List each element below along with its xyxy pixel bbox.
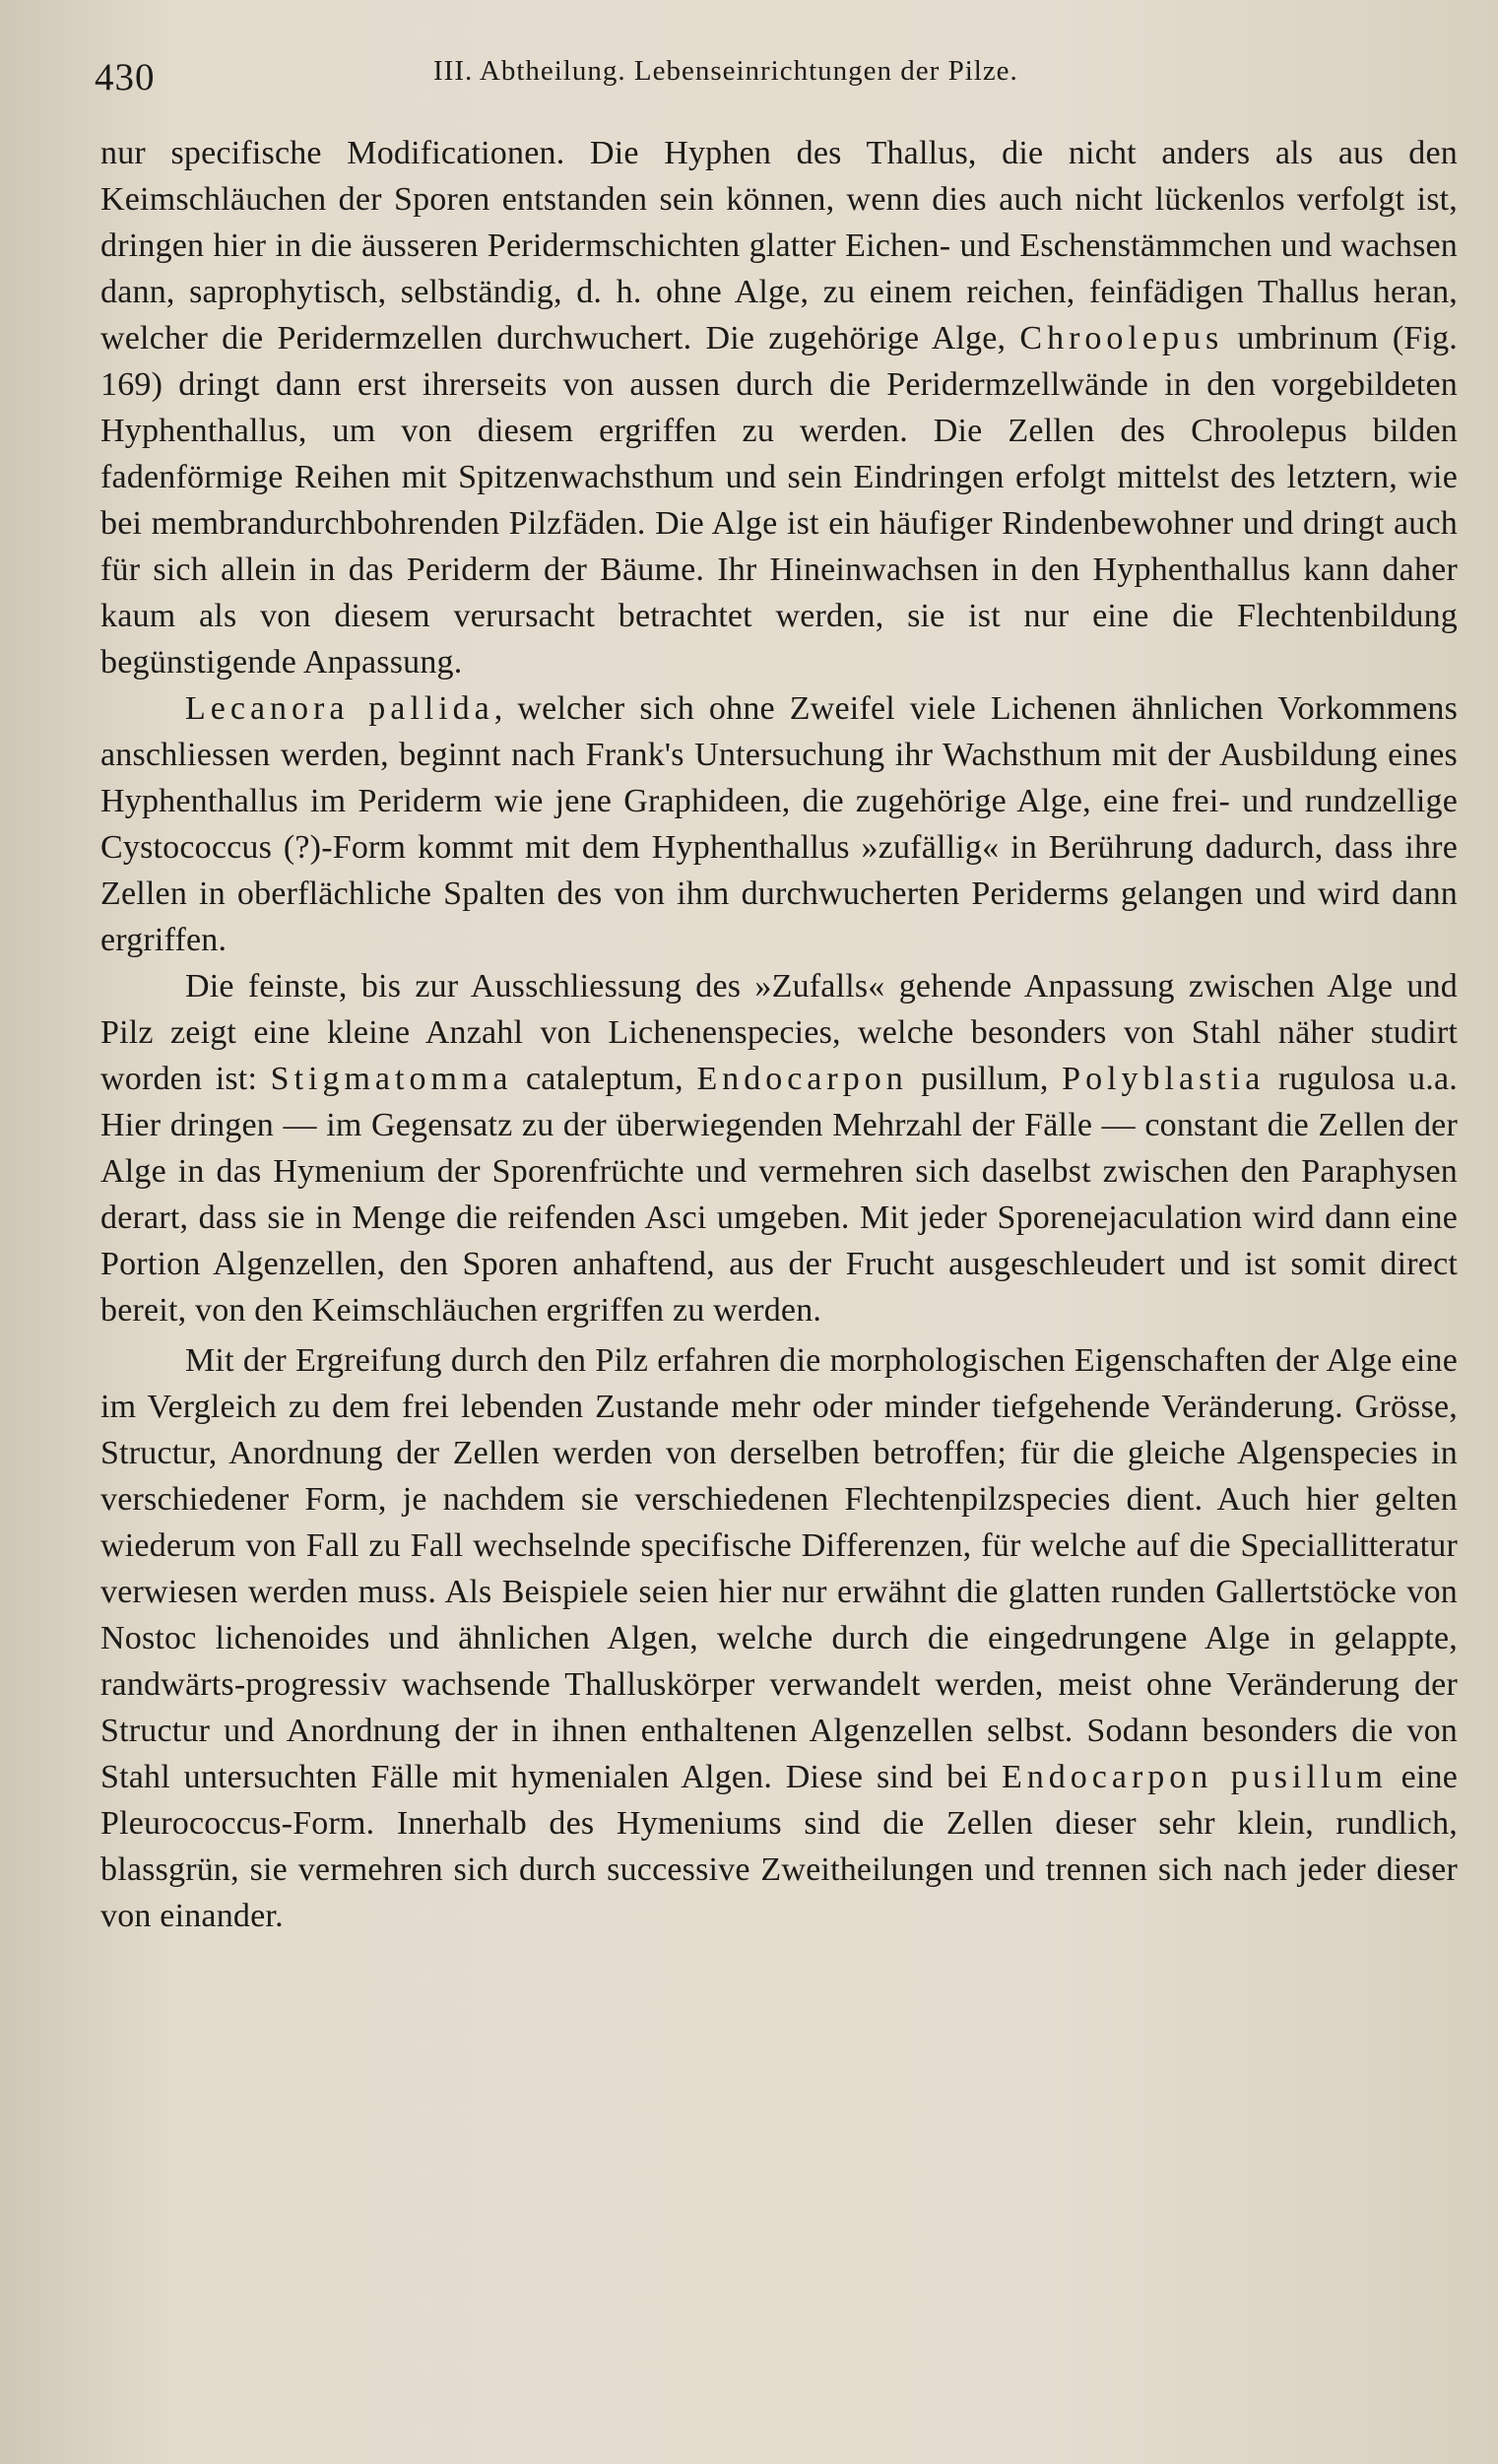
page-number: 430: [95, 56, 156, 98]
paragraph-3: [100, 963, 1458, 1333]
body-text: [100, 130, 1458, 1939]
taxon-name: Polyblastia: [1062, 1061, 1266, 1097]
text-run: umbrinum (Fig. 169) dringt dann erst ihrerseits von aussen durch die Peridermzellwände in den vorgebildeten Hyphenthallus, um von diesem ergriffen zu werden. Die Zellen des Chroolepus bilden fadenförmige Reihen mit Spitzenwachsthum und sein Eindringen erfolgt mittelst des letztern, wie bei membrandurchbohrenden Pilzfäden. Die Alge ist ein häufiger Rindenbewohner und dringt auch für sich allein in das Periderm der Bäume. Ihr Hineinwachsen in den Hyphenthallus kann daher kaum als von diesem verursacht betrachtet werden, sie ist nur eine die Flechtenbildung begünstigende Anpassung.: [100, 320, 1458, 681]
taxon-name: Stigmatomma: [270, 1061, 513, 1097]
paragraph-4: [100, 1337, 1458, 1939]
text-run: Mit der Ergreifung durch den Pilz erfahren die morphologischen Eigenschaften der Alge eine im Vergleich zu dem frei lebenden Zustande mehr oder minder tiefgehende Veränderung. Grösse, Structur, Anordnung der Zellen werden von derselben betroffen; für die gleiche Algenspecies in verschiedener Form, je nachdem sie verschiedenen Flechtenpilzspecies dient. Auch hier gelten wiederum von Fall zu Fall wechselnde specifische Differenzen, für welche auf die Speciallitteratur verwiesen werden muss. Als Beispiele seien hier nur erwähnt die glatten runden Gallertstöcke von Nostoc lichenoides und ähnlichen Algen, welche durch die eingedrungene Alge in gelappte, randwärts-progressiv wachsende Thalluskörper verwandelt werden, meist ohne Veränderung der Structur und Anordnung der in ihnen enthaltenen Algenzellen selbst. Sodann besonders die von Stahl untersuchten Fälle mit hymenialen Algen. Diese sind bei: [100, 1342, 1458, 1795]
page-header: [95, 49, 1454, 108]
text-run: rugulosa u.a. Hier dringen — im Gegensatz zu der überwiegenden Mehrzahl der Fälle — constant die Zellen der Alge in das Hymenium der Sporenfrüchte und vermehren sich daselbst zwischen den Paraphysen derart, dass sie in Menge die reifenden Asci umgeben. Mit jeder Sporenejaculation wird dann eine Portion Algenzellen, den Sporen anhaftend, aus der Frucht ausgeschleudert und ist somit direct bereit, von den Keimschläuchen ergriffen zu werden.: [100, 1061, 1458, 1329]
text-run: eine Pleurococcus-Form. Innerhalb des Hymeniums sind die Zellen dieser sehr klein, rundlich, blassgrün, sie vermehren sich durch successive Zweitheilungen und trennen sich nach jeder dieser von einander.: [100, 1759, 1458, 1934]
running-head: III. Abtheilung. Lebenseinrichtungen der Pilze.: [433, 55, 1018, 87]
text-run: pusillum,: [907, 1061, 1063, 1097]
taxon-name: Endocarpon pusillum: [1002, 1759, 1388, 1795]
taxon-name: Chroolepus: [1019, 320, 1224, 357]
text-run: , welcher sich ohne Zweifel viele Lichenen ähnlichen Vorkommens anschliessen werden, beginnt nach Frank's Untersuchung ihr Wachsthum mit der Ausbildung eines Hyphenthallus im Periderm wie jene Graphideen, die zugehörige Alge, eine frei- und rundzellige Cystococcus (?)-Form kommt mit dem Hyphenthallus »zufällig« in Berührung dadurch, dass ihre Zellen in oberflächliche Spalten des von ihm durchwucherten Periderms gelangen und wird dann ergriffen.: [100, 690, 1458, 958]
taxon-name: Lecanora pallida: [185, 690, 494, 727]
paragraph-1: [100, 130, 1458, 685]
paragraph-2: [100, 685, 1458, 963]
taxon-name: Endocarpon: [696, 1061, 908, 1097]
text-run: nur specifische Modificationen. Die Hyphen des Thallus, die nicht anders als aus den Keimschläuchen der Sporen entstanden sein können, wenn dies auch nicht lückenlos verfolgt ist, dringen hier in die äusseren Peridermschichten glatter Eichen- und Eschenstämmchen und wachsen dann, saprophytisch, selbständig, d. h. ohne Alge, zu einem reichen, feinfädigen Thallus heran, welcher die Peridermzellen durchwuchert. Die zugehörige Alge,: [100, 135, 1458, 357]
text-run: cataleptum,: [512, 1061, 697, 1097]
text-run: Die feinste, bis zur Ausschliessung des »Zufalls« gehende Anpassung zwischen Alge und Pilz zeigt eine kleine Anzahl von Lichenenspecies, welche besonders von Stahl näher studirt worden ist:: [100, 968, 1458, 1097]
